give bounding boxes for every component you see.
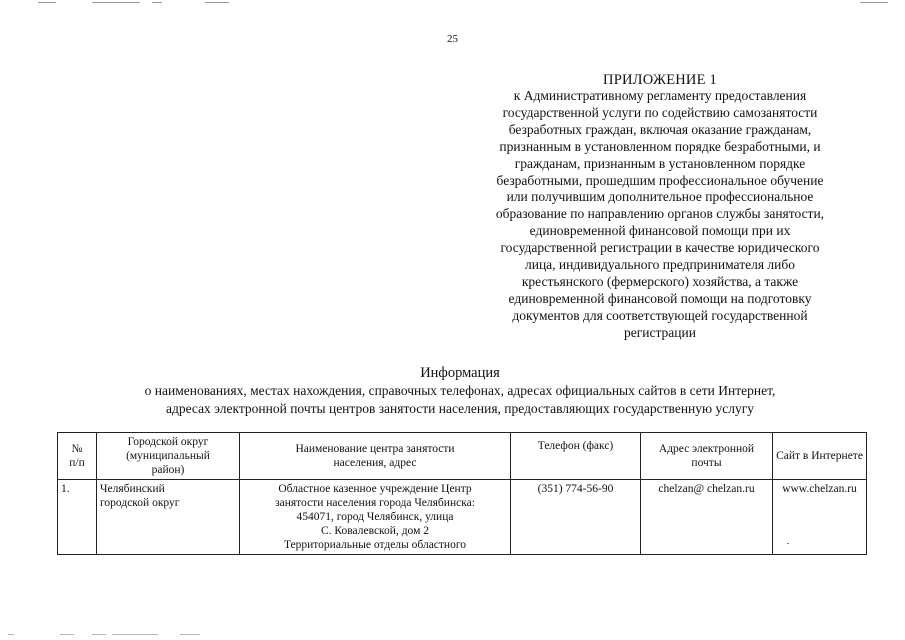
appendix-text: к Административному регламенту предоставления государственной услуги по содействию самозанятости безработных граждан, включая оказание гражданам, признанным в установленном порядке безработными, и гражданам, признанным в установленном порядке безработными, прошедшим профессиональное обучение или получившим дополнительное профессиональное образование по направлению органов службы занятости, единовременной финансовой помощи при их государственной регистрации в качестве юридического лица, индивидуального предпринимателя либо крестьянского (фермерского) хозяйства, а также единовременной финансовой помощи на подготовку документов для соответствующей государственной регистрации: [495, 88, 825, 340]
cell-email: chelzan@ chelzan.ru: [641, 480, 773, 555]
cell-district: Челябинский городской округ: [97, 480, 240, 555]
table-row: [58, 480, 867, 555]
information-subtitle: о наименованиях, местах нахождения, справочных телефонах, адресах официальных сайтов в сети Интернет, адресах электронной почты центров занятости населения, предоставляющих государственную услугу: [144, 383, 776, 416]
information-title: Информация: [420, 365, 500, 381]
header-center-name-address: Наименование центра занятости населения, адрес: [240, 433, 511, 480]
scan-edge-bottom: [0, 632, 905, 638]
header-district: Городской округ (муниципальный район): [97, 433, 240, 480]
header-phone: Телефон (факс): [511, 433, 641, 480]
scan-speck: [787, 543, 789, 544]
header-number: № п/п: [58, 433, 97, 480]
page-number: 25: [447, 33, 458, 45]
cell-number: 1.: [58, 480, 97, 555]
appendix-block: [468, 72, 852, 342]
cell-phone: (351) 774-56-90: [511, 480, 641, 555]
scan-edge-top: [0, 0, 905, 6]
cell-center-name-address: Областное казенное учреждение Центр занятости населения города Челябинска: 454071, город Челябинск, улица С. Ковалевской, дом 2 Территориальные отделы областного: [240, 480, 511, 555]
header-website: Сайт в Интернете: [773, 433, 867, 480]
employment-centers-table: [57, 432, 867, 555]
header-email: Адрес электронной почты: [641, 433, 773, 480]
table-header-row: [58, 433, 867, 480]
cell-website: www.chelzan.ru: [773, 480, 867, 555]
appendix-title: ПРИЛОЖЕНИЕ 1: [603, 72, 717, 88]
information-heading: [60, 364, 860, 417]
